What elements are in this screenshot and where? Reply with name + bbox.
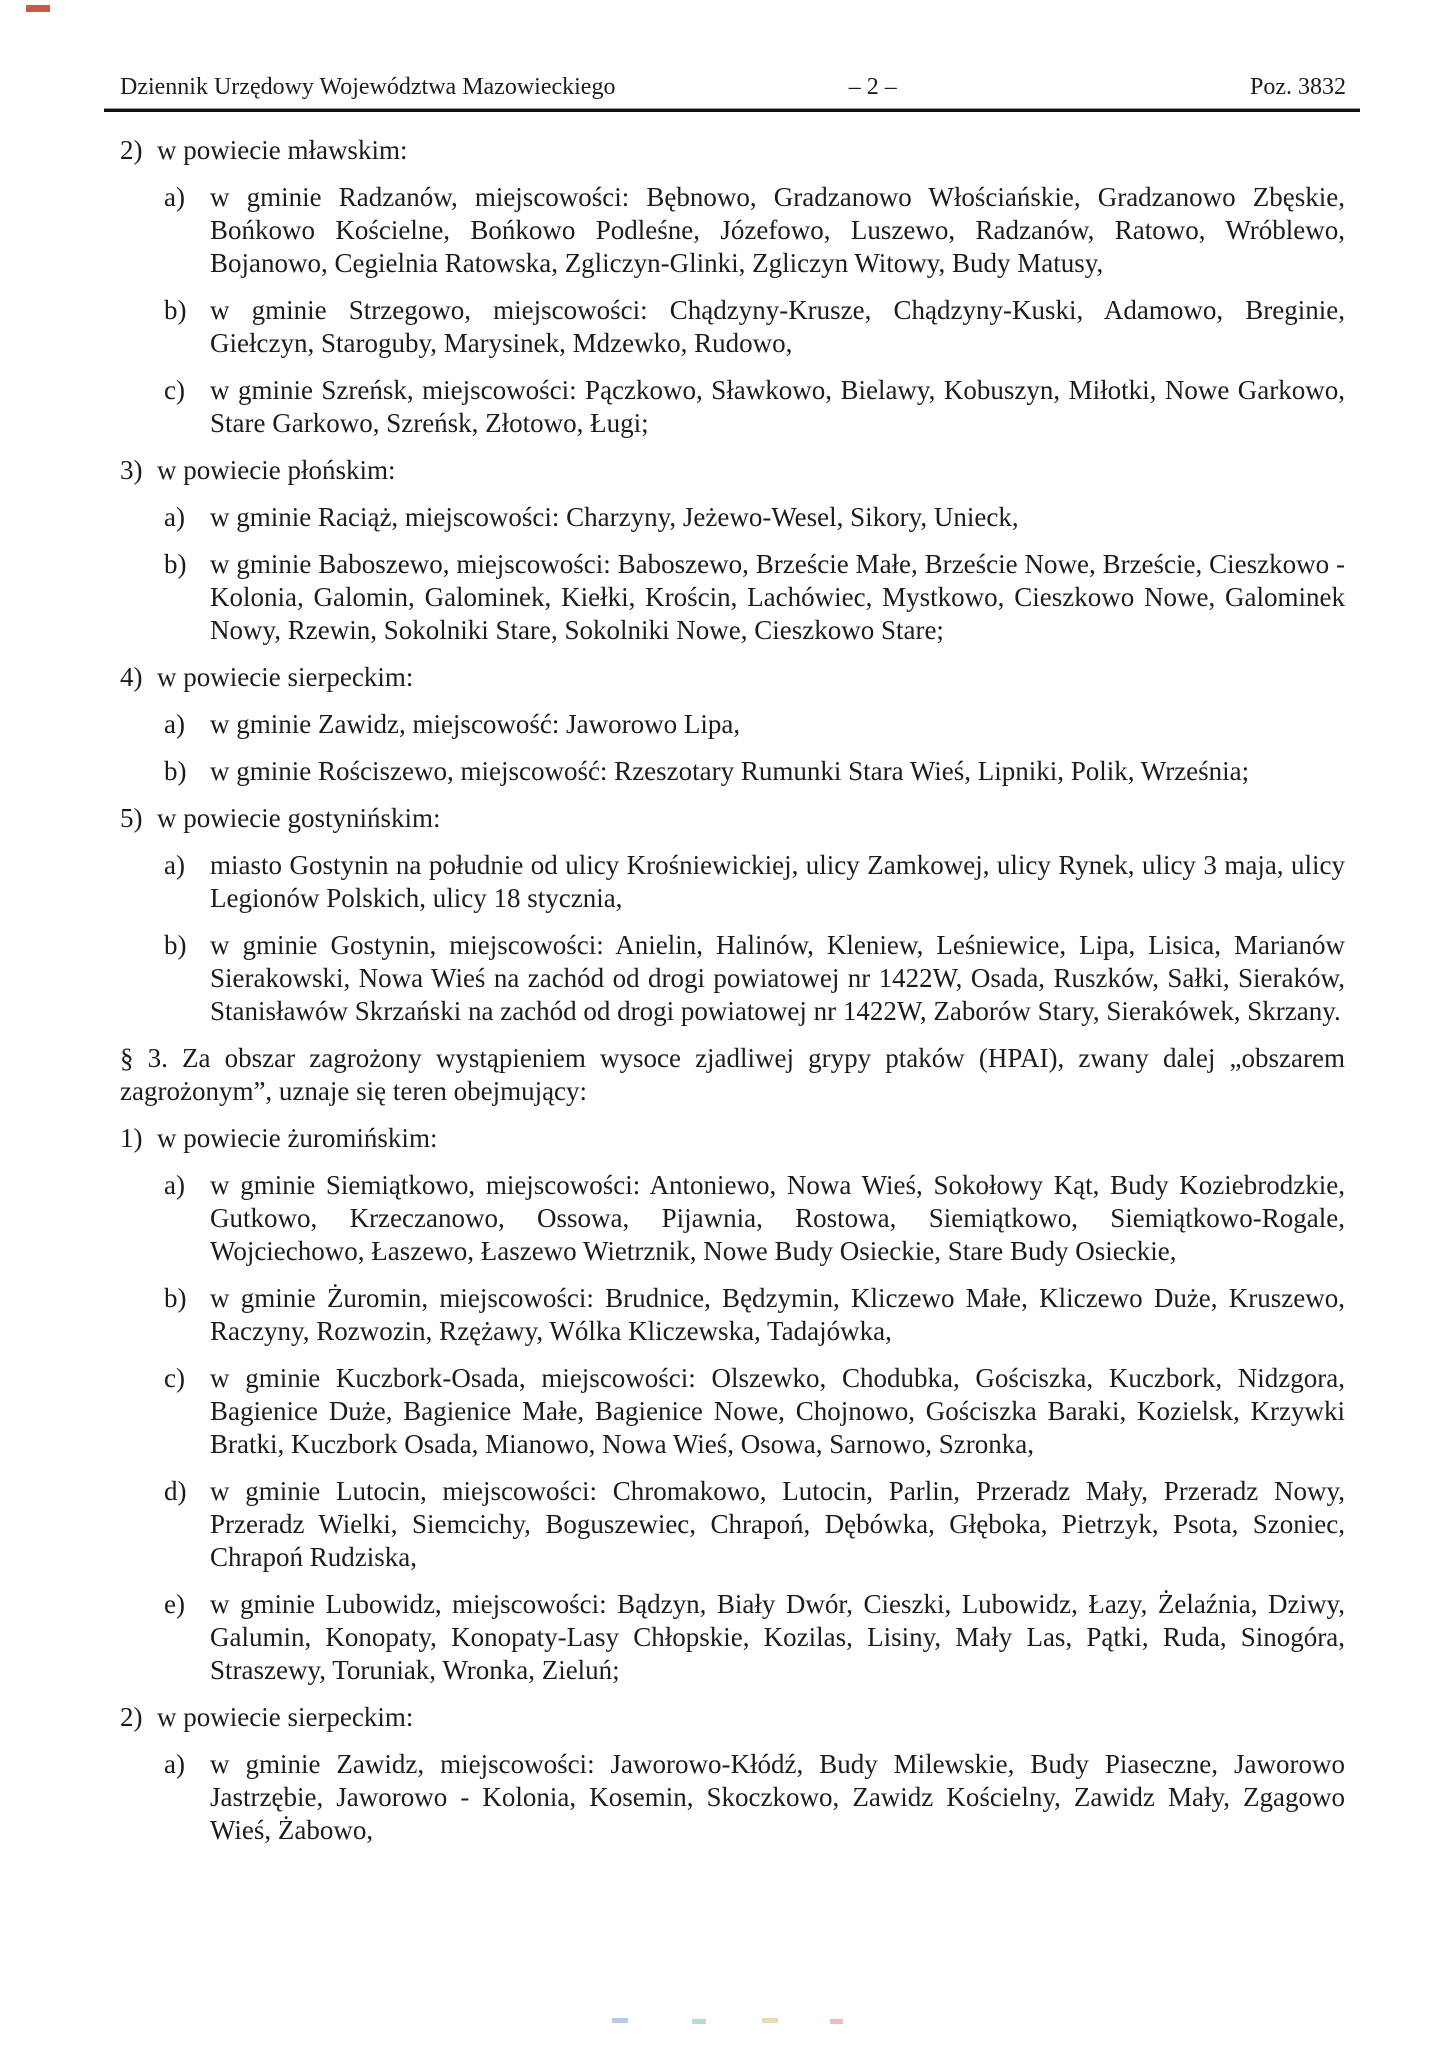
gmina-item xyxy=(120,501,1345,534)
item-letter: c) xyxy=(164,1363,185,1393)
powiat-item xyxy=(120,1122,1345,1155)
header-rule xyxy=(104,108,1360,112)
gmina-item xyxy=(120,181,1345,280)
document-body xyxy=(120,134,1345,1861)
powiat-item xyxy=(120,454,1345,487)
item-letter: b) xyxy=(164,1283,187,1313)
gmina-text: w gminie Raciąż, miejscowości: Charzyny, Jeżewo-Wesel, Sikory, Unieck, xyxy=(210,502,1019,532)
item-letter: a) xyxy=(164,502,185,532)
gmina-text: w gminie Zawidz, miejscowości: Jaworowo-Kłódź, Budy Milewskie, Budy Piaseczne, Jaworowo Jastrzębie, Jaworowo - Kolonia, Kosemin, Skoczkowo, Zawidz Kościelny, Zawidz Mały, Zgagowo Wieś, Żabowo, xyxy=(210,1749,1345,1845)
item-letter: a) xyxy=(164,1170,185,1200)
gmina-text: w gminie Strzegowo, miejscowości: Chądzyny-Krusze, Chądzyny-Kuski, Adamowo, Breginie, Giełczyn, Staroguby, Marysinek, Mdzewko, Rudowo, xyxy=(210,295,1345,358)
gmina-item xyxy=(120,1588,1345,1687)
position-number: Poz. 3832 xyxy=(1250,74,1346,100)
item-letter: a) xyxy=(164,182,185,212)
gmina-text: w gminie Zawidz, miejscowość: Jaworowo Lipa, xyxy=(210,709,741,739)
gmina-item xyxy=(120,1475,1345,1574)
paragraph-3: § 3. Za obszar zagrożony wystąpieniem wysoce zjadliwej grypy ptaków (HPAI), zwany dalej „obszarem zagrożonym”, uznaje się teren obejmujący: xyxy=(120,1043,1345,1106)
gmina-text: miasto Gostynin na południe od ulicy Krośniewickiej, ulicy Zamkowej, ulicy Rynek, ulicy 3 maja, ulicy Legionów Polskich, ulicy 18 stycznia, xyxy=(210,850,1345,913)
item-letter: b) xyxy=(164,549,187,579)
gmina-item xyxy=(120,1362,1345,1461)
gmina-text: w gminie Kuczbork-Osada, miejscowości: Olszewko, Chodubka, Gościszka, Kuczbork, Nidzgora, Bagienice Duże, Bagienice Małe, Bagienice Nowe, Chojnowo, Gościszka Baraki, Kozielsk, Krzywki Bratki, Kuczbork Osada, Mianowo, Nowa Wieś, Osowa, Sarnowo, Szronka, xyxy=(210,1363,1345,1459)
item-letter: b) xyxy=(164,295,187,325)
gmina-text: w gminie Szreńsk, miejscowości: Pączkowo, Sławkowo, Bielawy, Kobuszyn, Miłotki, Nowe Garkowo, Stare Garkowo, Szreńsk, Złotowo, Ługi; xyxy=(210,375,1345,438)
gmina-item xyxy=(120,1282,1345,1348)
powiat-heading: w powiecie mławskim: xyxy=(157,135,408,165)
item-letter: c) xyxy=(164,375,185,405)
item-number: 1) xyxy=(120,1123,143,1153)
scan-artifact-dot xyxy=(692,2019,706,2024)
powiat-heading: w powiecie sierpeckim: xyxy=(157,1702,414,1732)
page-number: – 2 – xyxy=(848,74,897,100)
item-letter: e) xyxy=(164,1589,185,1619)
powiat-item xyxy=(120,661,1345,694)
gmina-item xyxy=(120,1169,1345,1268)
item-letter: b) xyxy=(164,930,187,960)
scan-artifact-dot xyxy=(830,2019,843,2024)
scan-artifact-red-mark xyxy=(26,5,50,12)
gmina-item xyxy=(120,294,1345,360)
gmina-item xyxy=(120,374,1345,440)
gmina-item xyxy=(120,1748,1345,1847)
powiat-heading: w powiecie gostynińskim: xyxy=(157,803,441,833)
scan-artifact-dot xyxy=(612,2018,628,2023)
journal-title: Dziennik Urzędowy Województwa Mazowieckiego xyxy=(120,74,616,100)
powiat-heading: w powiecie sierpeckim: xyxy=(157,662,414,692)
gmina-text: w gminie Siemiątkowo, miejscowości: Antoniewo, Nowa Wieś, Sokołowy Kąt, Budy Koziebrodzkie, Gutkowo, Krzeczanowo, Ossowa, Pijawnia, Rostowa, Siemiątkowo, Siemiątkowo-Rogale, Wojciechowo, Łaszewo, Łaszewo Wietrznik, Nowe Budy Osieckie, Stare Budy Osieckie, xyxy=(210,1170,1345,1266)
powiat-heading: w powiecie płońskim: xyxy=(157,455,396,485)
item-number: 4) xyxy=(120,662,143,692)
gmina-text: w gminie Lutocin, miejscowości: Chromakowo, Lutocin, Parlin, Przeradz Mały, Przeradz Nowy, Przeradz Wielki, Siemcichy, Boguszewiec, Chrapoń, Dębówka, Głęboka, Pietrzyk, Psota, Szoniec, Chrapoń Rudziska, xyxy=(210,1476,1345,1572)
gmina-text: w gminie Żuromin, miejscowości: Brudnice, Będzymin, Kliczewo Małe, Kliczewo Duże, Kruszewo, Raczyny, Rozwozin, Rzężawy, Wólka Kliczewska, Tadajówka, xyxy=(210,1283,1345,1346)
page-header xyxy=(120,72,1346,102)
gmina-item xyxy=(120,548,1345,647)
item-number: 5) xyxy=(120,803,143,833)
item-number: 2) xyxy=(120,1702,143,1732)
item-letter: a) xyxy=(164,850,185,880)
gmina-text: w gminie Gostynin, miejscowości: Anielin, Halinów, Kleniew, Leśniewice, Lipa, Lisica, Marianów Sierakowski, Nowa Wieś na zachód od drogi powiatowej nr 1422W, Osada, Ruszków, Sałki, Sieraków, Stanisławów Skrzański na zachód od drogi powiatowej nr 1422W, Zaborów Stary, Sierakówek, Skrzany. xyxy=(210,930,1345,1026)
item-letter: a) xyxy=(164,709,185,739)
item-letter: b) xyxy=(164,756,187,786)
scan-artifact-dot xyxy=(762,2018,778,2023)
powiat-item xyxy=(120,134,1345,167)
gmina-item xyxy=(120,755,1345,788)
gmina-item xyxy=(120,849,1345,915)
item-number: 2) xyxy=(120,135,143,165)
item-letter: d) xyxy=(164,1476,187,1506)
gmina-item xyxy=(120,708,1345,741)
item-letter: a) xyxy=(164,1749,185,1779)
gmina-text: w gminie Lubowidz, miejscowości: Bądzyn, Biały Dwór, Cieszki, Lubowidz, Łazy, Żelaźnia, Dziwy, Galumin, Konopaty, Konopaty-Lasy Chłopskie, Kozilas, Lisiny, Mały Las, Pątki, Ruda, Sinogóra, Straszewy, Toruniak, Wronka, Zieluń; xyxy=(210,1589,1345,1685)
item-number: 3) xyxy=(120,455,143,485)
gmina-item xyxy=(120,929,1345,1028)
gmina-text: w gminie Baboszewo, miejscowości: Baboszewo, Brzeście Małe, Brzeście Nowe, Brzeście, Cieszkowo - Kolonia, Galomin, Galominek, Kiełki, Krościn, Lachówiec, Mystkowo, Cieszkowo Nowe, Galominek Nowy, Rzewin, Sokolniki Stare, Sokolniki Nowe, Cieszkowo Stare; xyxy=(210,549,1345,645)
powiat-heading: w powiecie żuromińskim: xyxy=(157,1123,438,1153)
powiat-item xyxy=(120,802,1345,835)
powiat-item xyxy=(120,1701,1345,1734)
gmina-text: w gminie Rościszewo, miejscowość: Rzeszotary Rumunki Stara Wieś, Lipniki, Polik, Września; xyxy=(210,756,1250,786)
gmina-text: w gminie Radzanów, miejscowości: Bębnowo, Gradzanowo Włościańskie, Gradzanowo Zbęskie, Bońkowo Kościelne, Bońkowo Podleśne, Józefowo, Luszewo, Radzanów, Ratowo, Wróblewo, Bojanowo, Cegielnia Ratowska, Zgliczyn-Glinki, Zgliczyn Witowy, Budy Matusy, xyxy=(210,182,1345,278)
